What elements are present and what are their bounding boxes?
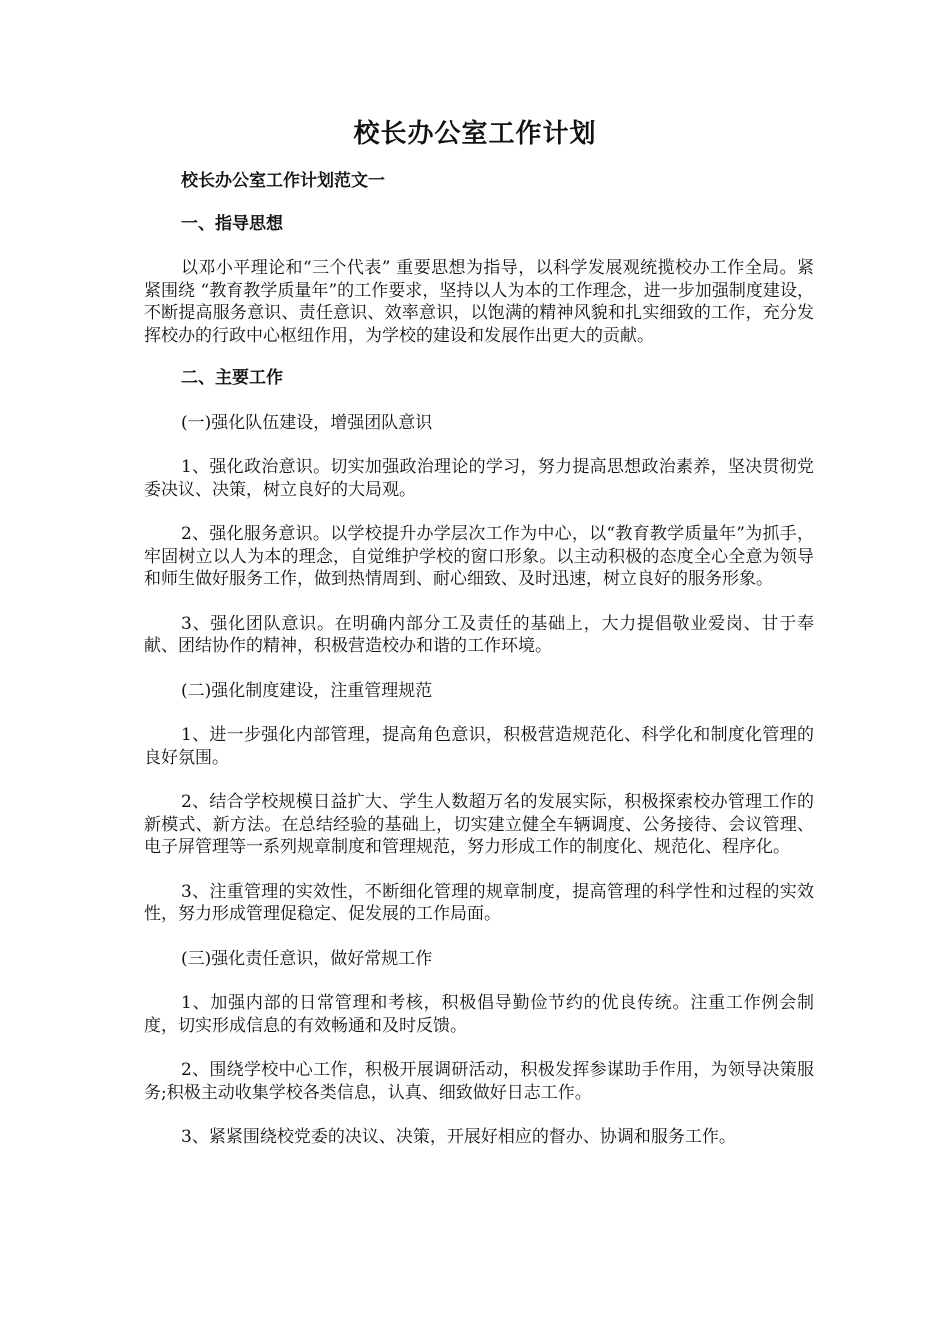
- paragraph-team-1: 1、强化政治意识。切实加强政治理论的学习，努力提高思想政治素养，坚决贯彻党委决议、决策，树立良好的大局观。: [144, 457, 814, 500]
- section-heading-main-work: 二、主要工作: [181, 368, 283, 388]
- document-title: 校长办公室工作计划: [353, 119, 597, 149]
- subsection-heading-team: (一)强化队伍建设，增强团队意识: [181, 412, 433, 433]
- document-subtitle: 校长办公室工作计划范文一: [181, 171, 385, 191]
- paragraph-team-3: 3、强化团队意识。在明确内部分工及责任的基础上，大力提倡敬业爱岗、甘于奉献、团结协作的精神，积极营造校办和谐的工作环境。: [144, 613, 814, 656]
- paragraph-team-2: 2、强化服务意识。以学校提升办学层次工作为中心，以“教育教学质量年”为抓手，牢固树立以人为本的理念，自觉维护学校的窗口形象。以主动积极的态度全心全意为领导和师生做好服务工作，做到热情周到、耐心细致、及时迅速，树立良好的服务形象。: [144, 524, 814, 589]
- paragraph-responsibility-3: 3、紧紧围绕校党委的决议、决策，开展好相应的督办、协调和服务工作。: [181, 1127, 736, 1147]
- paragraph-responsibility-2: 2、围绕学校中心工作，积极开展调研活动，积极发挥参谋助手作用，为领导决策服务;积极主动收集学校各类信息，认真、细致做好日志工作。: [144, 1060, 814, 1103]
- document-body: [144, 170, 814, 1149]
- section-heading-guiding-thought: 一、指导思想: [181, 213, 283, 234]
- paragraph-responsibility-1: 1、加强内部的日常管理和考核，积极倡导勤俭节约的优良传统。注重工作例会制度，切实形成信息的有效畅通和及时反馈。: [144, 993, 814, 1036]
- paragraph-system-1: 1、进一步强化内部管理，提高角色意识，积极营造规范化、科学化和制度化管理的良好氛围。: [144, 725, 814, 768]
- paragraph-system-2: 2、结合学校规模日益扩大、学生人数超万名的发展实际，积极探索校办管理工作的新模式、新方法。在总结经验的基础上，切实建立健全车辆调度、公务接待、会议管理、电子屏管理等一系列规章制度和管理规范，努力形成工作的制度化、规范化、程序化。: [144, 792, 814, 857]
- subsection-heading-system: (二)强化制度建设，注重管理规范: [181, 680, 433, 701]
- paragraph-system-3: 3、注重管理的实效性，不断细化管理的规章制度，提高管理的科学性和过程的实效性，努力形成管理促稳定、促发展的工作局面。: [144, 881, 814, 924]
- subsection-heading-responsibility: (三)强化责任意识，做好常规工作: [181, 948, 433, 969]
- paragraph-guiding-thought: 以邓小平理论和“三个代表” 重要思想为指导，以科学发展观统揽校办工作全局。紧紧围绕 “教育教学质量年”的工作要求，坚持以人为本的工作理念，进一步加强制度建设，不断提高服务意识、责任意识、效率意识，以饱满的精神风貌和扎实细致的工作，充分发挥校办的行政中心枢纽作用，为学校的建设和发展作出更大的贡献。: [144, 258, 814, 346]
